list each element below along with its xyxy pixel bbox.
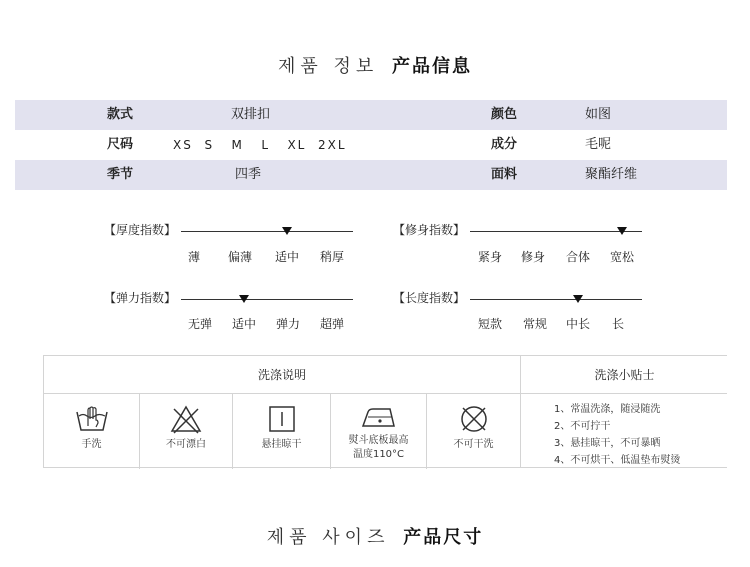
scale-option: 紧身 bbox=[478, 250, 503, 264]
spec-label-fabric: 面料 bbox=[491, 167, 518, 182]
scale-marker-icon bbox=[282, 227, 292, 235]
scale-marker-icon bbox=[573, 295, 583, 303]
scale-option: 修身 bbox=[521, 250, 546, 264]
care-caption: 不可漂白 bbox=[166, 439, 206, 450]
care-caption: 手洗 bbox=[81, 439, 102, 450]
scale-label: 【弹力指数】 bbox=[104, 291, 177, 305]
spec-value-season: 四季 bbox=[235, 167, 262, 182]
scale-marker-icon bbox=[239, 295, 249, 303]
scale-option: 偏薄 bbox=[228, 250, 253, 264]
spec-value-style: 双排扣 bbox=[231, 107, 271, 122]
spec-label-material: 成分 bbox=[491, 137, 518, 152]
scale-option: 常规 bbox=[523, 317, 548, 331]
no-dry-clean-icon bbox=[457, 404, 491, 434]
scale-line bbox=[181, 299, 353, 300]
scale-option: 适中 bbox=[232, 317, 257, 331]
iron-icon bbox=[360, 404, 398, 430]
spec-row-style bbox=[15, 100, 727, 130]
care-tip: 2、不可拧干 bbox=[554, 421, 611, 432]
scale-option: 适中 bbox=[275, 250, 300, 264]
care-header-tips: 洗涤小贴士 bbox=[594, 368, 655, 382]
product-size-title bbox=[0, 523, 750, 549]
title-korean: 제품 사이즈 bbox=[266, 527, 390, 548]
spec-row-season bbox=[15, 160, 727, 190]
care-caption: 温度110°C bbox=[352, 449, 405, 460]
product-info-title bbox=[0, 52, 750, 78]
scale-option: 宽松 bbox=[610, 250, 635, 264]
title-chinese: 产品信息 bbox=[392, 56, 472, 77]
title-korean: 제품 정보 bbox=[277, 56, 379, 77]
care-item-hang-dry bbox=[233, 394, 330, 469]
spec-label-style: 款式 bbox=[107, 107, 134, 122]
scale-option: 薄 bbox=[188, 250, 201, 264]
care-item-no-dry-clean bbox=[427, 394, 520, 469]
care-tip: 1、常温洗涤，随浸随洗 bbox=[554, 404, 661, 415]
title-chinese: 产品尺寸 bbox=[403, 527, 484, 548]
care-tips-list bbox=[554, 401, 680, 469]
spec-table bbox=[15, 100, 727, 190]
scale-option: 无弹 bbox=[188, 317, 213, 331]
scale-line bbox=[470, 299, 642, 300]
hang-dry-icon bbox=[267, 404, 297, 434]
scale-marker-icon bbox=[617, 227, 627, 235]
scale-option: 短款 bbox=[478, 317, 503, 331]
care-item-no-bleach bbox=[140, 394, 232, 469]
scale-label: 【长度指数】 bbox=[393, 291, 466, 305]
scale-option: 超弹 bbox=[320, 317, 345, 331]
scale-option: 合体 bbox=[566, 250, 591, 264]
spec-label-color: 颜色 bbox=[491, 107, 518, 122]
care-item-iron bbox=[331, 394, 426, 469]
care-item-hand-wash bbox=[44, 394, 139, 469]
care-table bbox=[43, 355, 727, 468]
spec-label-season: 季节 bbox=[107, 167, 134, 182]
spec-value-color: 如图 bbox=[585, 107, 612, 122]
care-caption: 不可干洗 bbox=[453, 439, 494, 450]
scale-option: 弹力 bbox=[276, 317, 301, 331]
scale-label: 【厚度指数】 bbox=[104, 223, 177, 237]
scale-label: 【修身指数】 bbox=[393, 223, 466, 237]
care-header-instructions: 洗涤说明 bbox=[257, 368, 306, 382]
care-caption: 熨斗底板最高 bbox=[348, 435, 409, 446]
spec-value-fabric: 聚酯纤维 bbox=[585, 167, 638, 182]
scale-line bbox=[181, 231, 353, 232]
scale-option: 中长 bbox=[566, 317, 591, 331]
hand-wash-icon bbox=[74, 404, 110, 434]
spec-value-material: 毛呢 bbox=[585, 137, 612, 152]
no-bleach-icon bbox=[169, 404, 203, 434]
spec-value-size: XS S M L XL 2XL bbox=[173, 138, 347, 152]
care-tip: 4、不可烘干、低温垫布熨烫 bbox=[554, 455, 681, 466]
spec-row-size bbox=[15, 130, 727, 160]
spec-label-size: 尺码 bbox=[107, 137, 134, 152]
care-caption: 悬挂晾干 bbox=[261, 439, 302, 450]
scale-option: 稍厚 bbox=[320, 250, 345, 264]
scale-option: 长 bbox=[612, 317, 625, 331]
care-divider bbox=[520, 356, 521, 467]
care-tip: 3、悬挂晾干，不可暴晒 bbox=[554, 438, 661, 449]
